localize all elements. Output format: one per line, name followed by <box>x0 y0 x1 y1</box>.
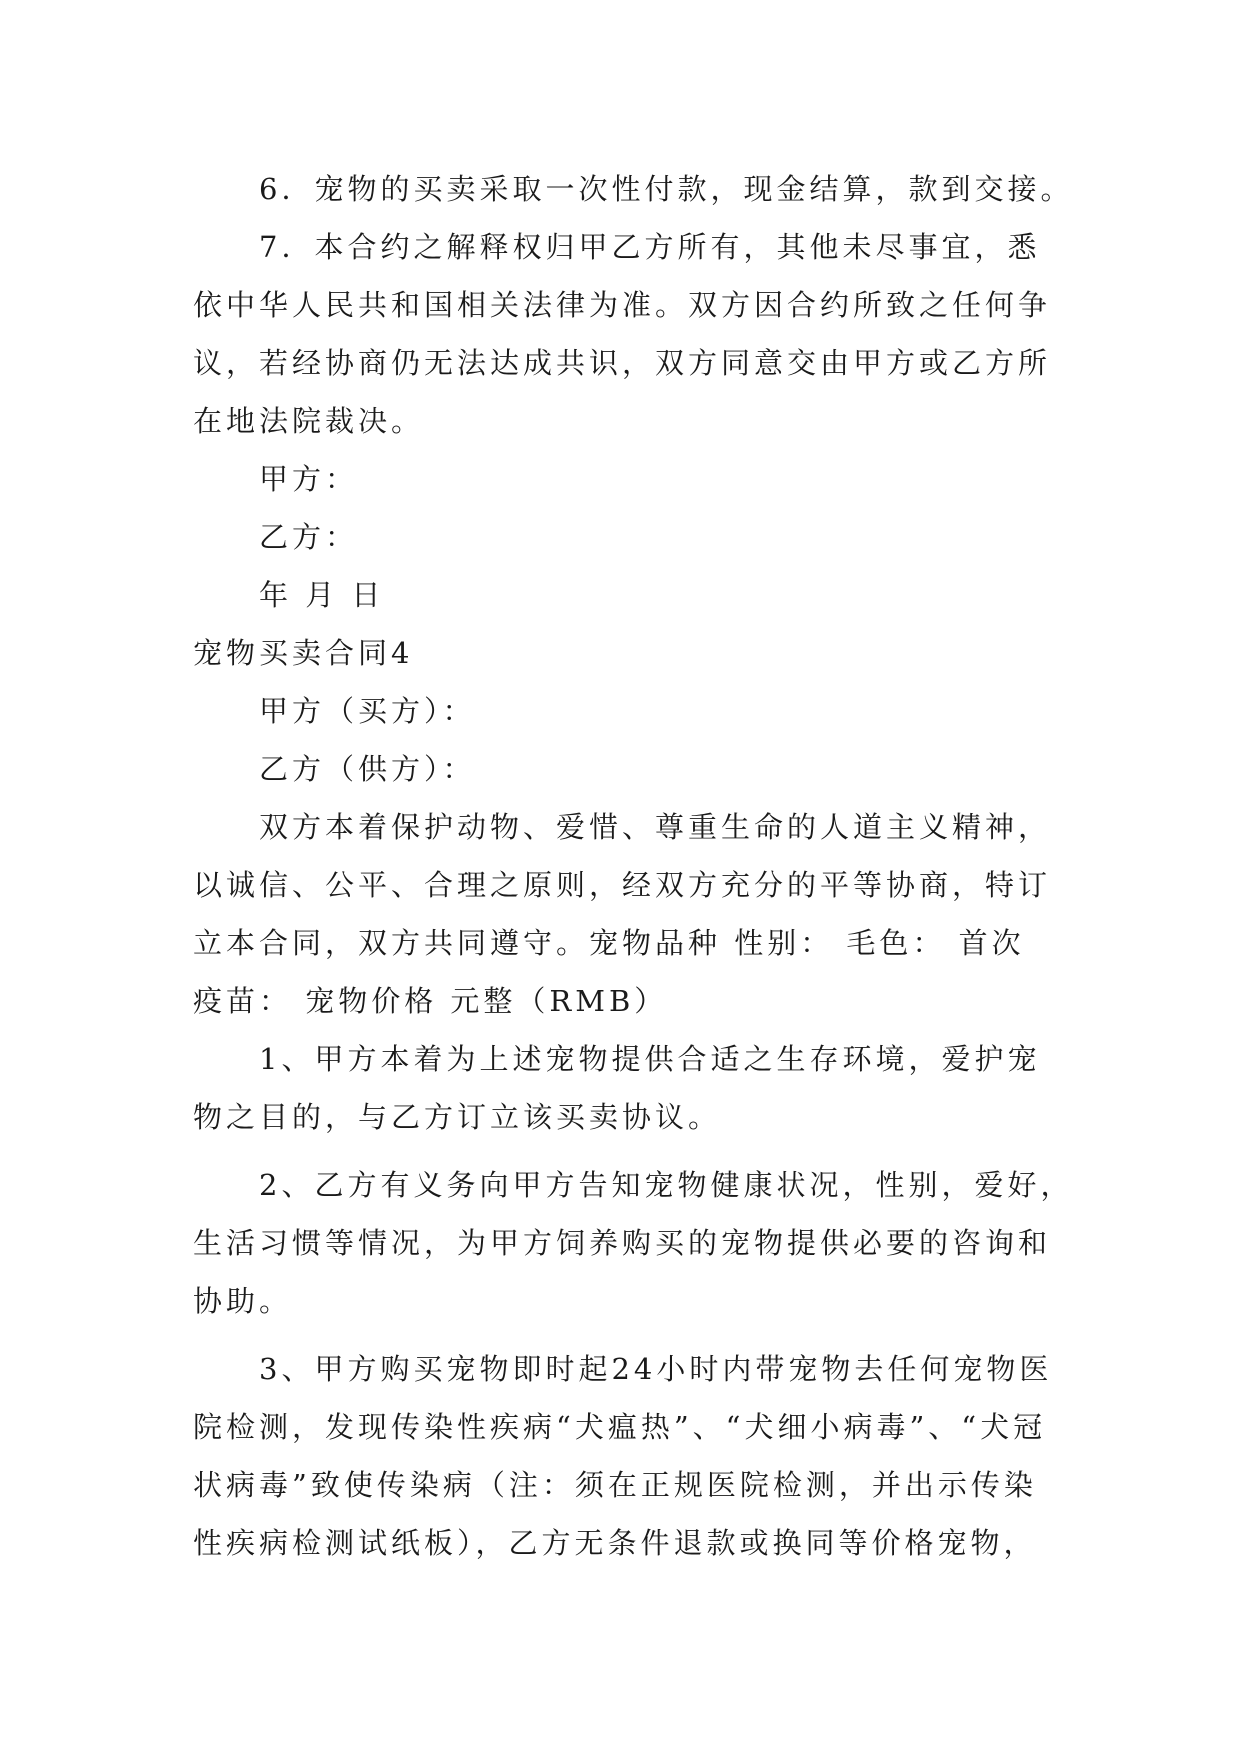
party-a-signature: 甲方： <box>259 462 359 496</box>
party-b-supplier: 乙方（供方）： <box>259 752 476 786</box>
document-page <box>193 160 1074 1572</box>
date-line: 年 月 日 <box>259 578 385 612</box>
clause-2-line-3: 协助。 <box>193 1284 293 1318</box>
clause-3-line-4: 性疾病检测试纸板），乙方无条件退款或换同等价格宠物， <box>193 1526 1037 1560</box>
paragraph-7-line-2: 依中华人民共和国相关法律为准。双方因合约所致之任何争 <box>193 288 1052 322</box>
clause-1-line-1: 1、甲方本着为上述宠物提供合适之生存环境，爱护宠 <box>259 1042 1041 1076</box>
preamble-line-4: 疫苗： 宠物价格 元整（RMB） <box>193 984 668 1018</box>
preamble-line-1: 双方本着保护动物、爱惜、尊重生命的人道主义精神， <box>259 810 1052 844</box>
clause-3-line-3: 状病毒”致使传染病（注：须在正规医院检测，并出示传染 <box>193 1468 1037 1502</box>
paragraph-7-line-3: 议，若经协商仍无法达成共识，双方同意交由甲方或乙方所 <box>193 346 1052 380</box>
party-a-buyer: 甲方（买方）： <box>259 694 476 728</box>
preamble-line-2: 以诚信、公平、合理之原则，经双方充分的平等协商，特订 <box>193 868 1052 902</box>
paragraph-7-line-1: 7．本合约之解释权归甲乙方所有，其他未尽事宜，悉 <box>259 230 1041 264</box>
paragraph-6-line-1: 6．宠物的买卖采取一次性付款，现金结算，款到交接。 <box>259 172 1074 206</box>
paragraph-7-line-4: 在地法院裁决。 <box>193 404 425 438</box>
clause-1-line-2: 物之目的，与乙方订立该买卖协议。 <box>193 1100 722 1134</box>
clause-3-line-1: 3、甲方购买宠物即时起24小时内带宠物去任何宠物医 <box>259 1352 1053 1386</box>
party-b-signature: 乙方： <box>259 520 359 554</box>
contract-4-title: 宠物买卖合同4 <box>193 636 414 670</box>
clause-3-line-2: 院检测，发现传染性疾病“犬瘟热”、“犬细小病毒”、“犬冠 <box>193 1410 1047 1444</box>
preamble-line-3: 立本合同，双方共同遵守。宠物品种 性别： 毛色： 首次 <box>193 926 1025 960</box>
clause-2-line-1: 2、乙方有义务向甲方告知宠物健康状况，性别，爱好， <box>259 1168 1074 1202</box>
clause-2-line-2: 生活习惯等情况，为甲方饲养购买的宠物提供必要的咨询和 <box>193 1226 1052 1260</box>
